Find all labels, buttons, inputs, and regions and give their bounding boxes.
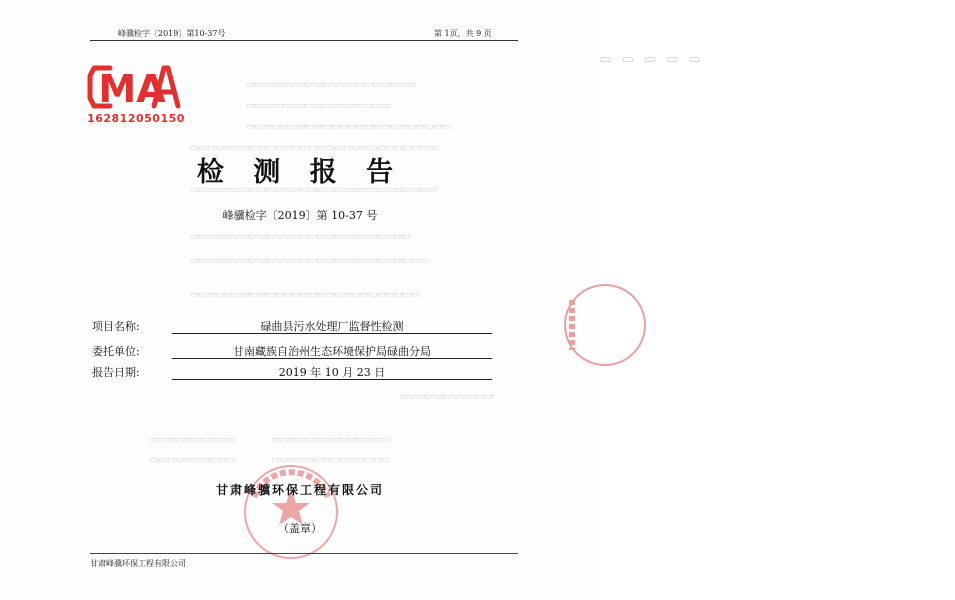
field-label: 报告日期:: [92, 366, 140, 379]
field-underline: [172, 333, 492, 334]
footer-company: 甘肃峰骥环保工程有限公司: [90, 559, 186, 568]
header-page-info: 第 1页，共 9 页: [434, 29, 492, 38]
header-doc-number: 峰骥检字〔2019〕第10-37号: [118, 29, 226, 38]
seal-note: （盖章）: [278, 522, 322, 535]
page-title: 检 测 报 告: [196, 157, 404, 188]
footer-divider: [90, 553, 518, 554]
report-number: 峰骥检字〔2019〕第 10-37 号: [222, 209, 378, 222]
field-label: 委托单位:: [92, 345, 140, 358]
field-label: 项目名称:: [92, 320, 140, 333]
field-value: 甘南藏族自治州生态环境保护局碌曲分局: [233, 345, 431, 358]
field-value: 碌曲县污水处理厂监督性检测: [260, 320, 404, 333]
report-page: ▭▭▭▭▭ ▭▭▭▭▭▭▭▭▭▭▭▭▭▭▭▭▭▭▭▭ ▭▭▭▭▭▭▭▭▭▭▭▭▭▭▭▭▭ ▭▭▭▭▭▭▭▭▭▭▭▭▭▭▭▭▭▭▭▭▭▭▭▭ ▭▭▭▭▭▭▭▭▭▭▭▭▭▭▭▭▭▭▭▭▭▭▭▭▭▭▭▭▭ ▭▭▭▭▭▭▭▭▭▭▭▭▭▭▭▭▭▭▭▭▭▭▭▭▭▭▭▭▭ ▭▭▭▭▭▭▭▭▭▭▭▭▭▭▭▭▭▭▭▭▭▭▭▭▭▭ ▭▭▭▭▭▭▭▭▭▭▭▭▭▭▭▭▭▭▭▭▭▭▭▭▭▭▭▭ ▭▭▭▭▭▭▭▭▭▭▭▭▭▭▭▭▭▭▭▭▭▭▭▭▭▭▭ ▭▭▭▭▭▭▭▭▭▭▭ ▭▭▭▭▭▭▭▭▭▭ ▭▭▭▭▭▭▭▭▭▭▭▭▭▭ ▭▭▭▭▭▭▭▭▭▭ ▭▭▭▭▭▭▭▭▭▭▭▭▭▭ 峰骥检字〔2019〕第10-37号 第 1页，共 9 页 MA 162812050150 检 测 报 告 峰骥检字〔2019〕第 10-37 号 项目名称: 碌曲县污水处理厂监督性检测 委托单位: 甘南藏族自治州生态环境保护局碌曲分局 报告日期: 2019 年 10 月 23 日 甘肃峰骥环保工程有限公司 （盖章） 甘肃峰骥环保工程有限公司: [0, 0, 600, 600]
ma-logo-text: MA: [98, 67, 166, 111]
company-name: 甘肃峰骥环保工程有限公司: [215, 483, 384, 497]
edge-seal: [560, 280, 600, 370]
field-value: 2019 年 10 月 23 日: [278, 366, 386, 379]
field-underline: [172, 379, 492, 380]
field-underline: [172, 358, 492, 359]
header-divider: [90, 40, 518, 41]
cma-cert-number: 162812050150: [87, 112, 185, 125]
